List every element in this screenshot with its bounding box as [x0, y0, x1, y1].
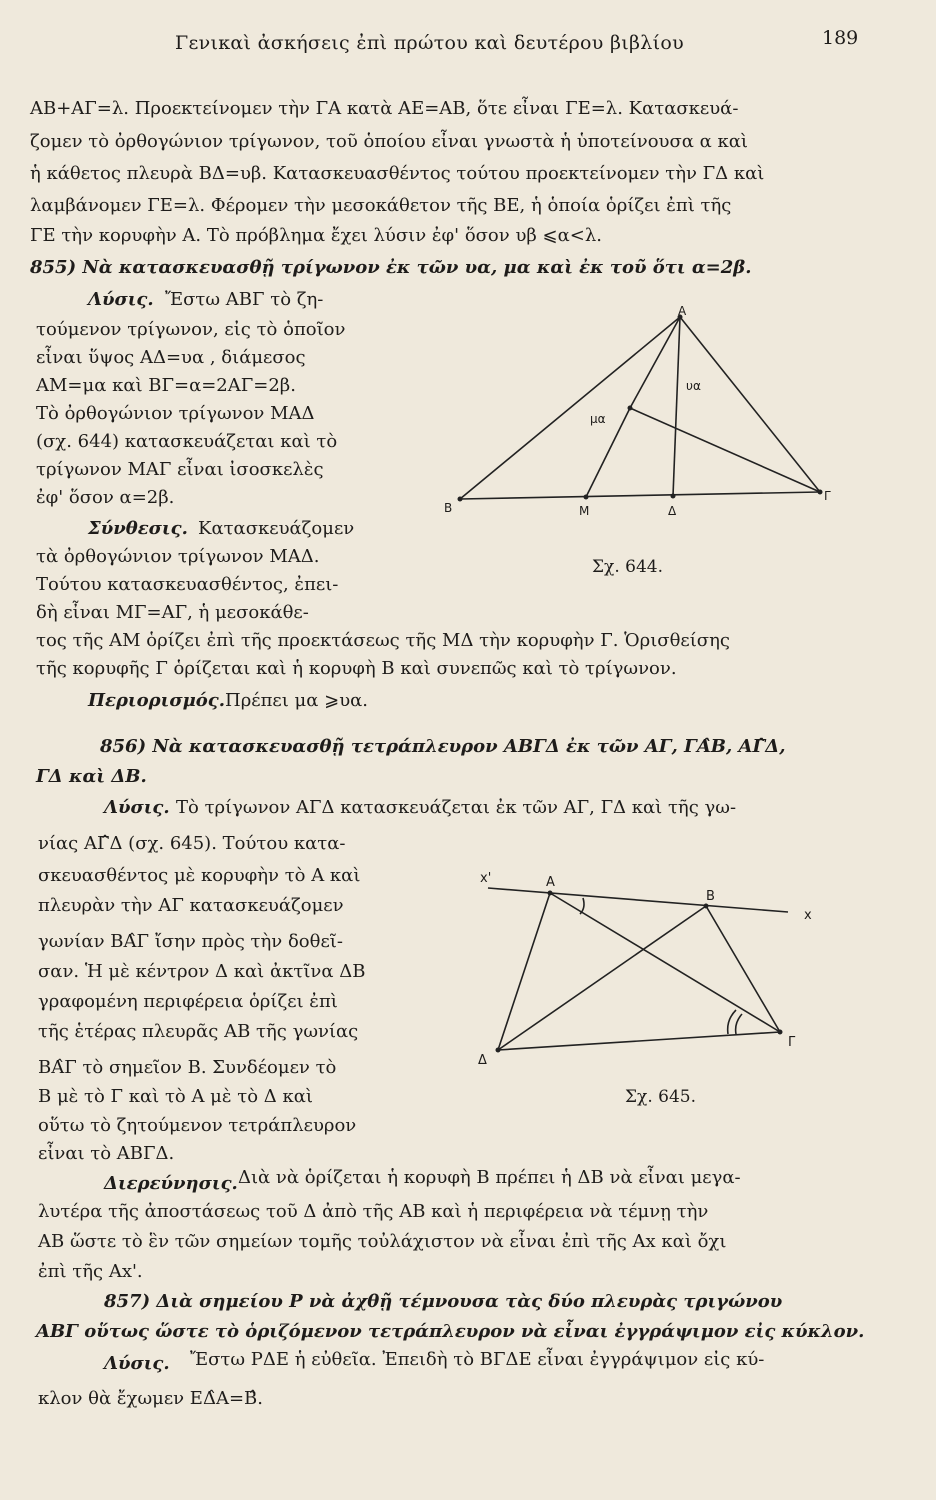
discussion-label: Διερεύνησις.: [104, 1173, 238, 1194]
lysis-label: Λύσις.: [88, 289, 154, 310]
line-xx: [488, 888, 788, 912]
point-m: [584, 495, 589, 500]
point-a: [548, 891, 553, 896]
intro-line: ΑΒ+ΑΓ=λ. Προεκτείνομεν τὴν ΓΑ κατὰ ΑΕ=ΑΒ, ὅτε εἶναι ΓΕ=λ. Κατασκευά-: [30, 98, 739, 119]
diagonal-ag: [550, 893, 780, 1032]
figure-644-caption: Σχ. 644.: [592, 557, 663, 577]
limit-label: Περιορισμός.: [88, 690, 225, 711]
text-line: Κατασκευάζομεν: [198, 518, 355, 539]
text-line: πλευρὰν τὴν ΑΓ κατασκευάζομεν: [38, 895, 344, 916]
intro-line: ΓΕ τὴν κορυφὴν Α. Τὸ πρόβλημα ἔχει λύσιν ἐφ' ὅσον υβ ⩽α<λ.: [30, 225, 602, 246]
side-ad: [498, 893, 550, 1050]
running-header: Γενικαὶ ἀσκήσεις ἐπὶ πρώτου καὶ δευτέρου βιβλίου: [175, 32, 684, 54]
text-line: λυτέρα τῆς ἀποστάσεως τοῦ Δ ἀπὸ τῆς ΑΒ καὶ ἡ περιφέρεια νὰ τέμνῃ τὴν: [38, 1201, 709, 1222]
text-line: κλον θὰ ἔχωμεν ΕΔ̂Α=Β̂.: [38, 1388, 263, 1409]
text-line: Τὸ τρίγωνον ΑΓΔ κατασκευάζεται ἐκ τῶν ΑΓ, ΓΔ καὶ τῆς γω-: [176, 797, 737, 818]
figure-645: [470, 862, 830, 1072]
text-line: ΑΒ ὥστε τὸ ἓν τῶν σημείων τομῆς τοὐλάχιστον νὰ εἶναι ἐπὶ τῆς Αx καὶ ὄχι: [38, 1231, 727, 1252]
text-line: τρίγωνον ΜΑΓ εἶναι ἰσοσκελὲς: [36, 459, 324, 480]
figure-644: [440, 300, 840, 525]
point-b: [704, 904, 709, 909]
label-b: B: [706, 889, 715, 904]
side-ag: [680, 317, 820, 492]
figure-645-caption: Σχ. 645.: [625, 1087, 696, 1107]
label-d: Δ: [478, 1053, 487, 1068]
side-dg: [498, 1032, 780, 1050]
point-d: [496, 1048, 501, 1053]
intro-line: ζομεν τὸ ὀρθογώνιον τρίγωνον, τοῦ ὁποίου εἶναι γνωστὰ ἡ ὑποτείνουσα α καὶ: [30, 131, 748, 152]
text-line: ΑΜ=μα καὶ ΒΓ=α=2ΑΓ=2β.: [36, 375, 296, 396]
lysis-label: Λύσις.: [104, 797, 170, 818]
text-line: τὰ ὀρθογώνιον τρίγωνον ΜΑΔ.: [36, 546, 320, 567]
label-g: Γ: [788, 1035, 796, 1050]
label-xp: x': [480, 871, 492, 886]
side-bg: [706, 906, 780, 1032]
text-line: οὕτω τὸ ζητούμενον τετράπλευρον: [38, 1115, 357, 1136]
intro-line: λαμβάνομεν ΓΕ=λ. Φέρομεν τὴν μεσοκάθετον τῆς ΒΕ, ἡ ὁποία ὁρίζει ἐπὶ τῆς: [30, 195, 732, 216]
text-line: Τούτου κατασκευασθέντος, ἐπει-: [36, 574, 339, 595]
label-b: B: [444, 501, 453, 515]
label-a: A: [546, 875, 555, 890]
text-line: Ἔστω ΡΔΕ ἡ εὐθεῖα. Ἐπειδὴ τὸ ΒΓΔΕ εἶναι ἐγγράψιμον εἰς κύ-: [190, 1349, 765, 1370]
text-line: Ἔστω ΑΒΓ τὸ ζη-: [165, 289, 324, 310]
page-number: 189: [822, 27, 859, 49]
intro-line: ἡ κάθετος πλευρὰ ΒΔ=υβ. Κατασκευασθέντος τούτου προεκτείνομεν τὴν ΓΔ καὶ: [30, 163, 765, 184]
text-line: Τὸ ὀρθογώνιον τρίγωνον ΜΑΔ: [36, 403, 315, 424]
perpendicular-bisector: [630, 408, 820, 492]
label-d: Δ: [668, 504, 677, 518]
text-line: νίας ΑΓ̂Δ (σχ. 645). Τούτου κατα-: [38, 833, 346, 854]
text-line: εἶναι τὸ ΑΒΓΔ.: [38, 1143, 175, 1164]
text-line: γραφομένη περιφέρεια ὁρίζει ἐπὶ: [38, 991, 338, 1012]
text-line: ἐπὶ τῆς Ax'.: [38, 1261, 143, 1282]
text-line: (σχ. 644) κατασκευάζεται καὶ τὸ: [36, 431, 338, 452]
text-line: Πρέπει μα ⩾υα.: [225, 690, 369, 711]
label-ua: υα: [686, 379, 701, 393]
point-midpoint: [628, 406, 633, 411]
text-line: ἐφ' ὅσον α=2β.: [36, 487, 175, 508]
exercise-857-title-cont: ΑΒΓ οὕτως ὥστε τὸ ὁριζόμενον τετράπλευρον νὰ εἶναι ἐγγράψιμον εἰς κύκλον.: [36, 1321, 865, 1342]
side-ab: [460, 317, 680, 499]
label-ma: μα: [590, 412, 606, 426]
lysis-label: Λύσις.: [104, 1353, 170, 1374]
diagonal-db: [498, 906, 706, 1050]
exercise-857-title: 857) Διὰ σημείου Ρ νὰ ἀχθῇ τέμνουσα τὰς δύο πλευρὰς τριγώνου: [104, 1291, 783, 1312]
text-line: τῆς ἑτέρας πλευρᾶς ΑΒ τῆς γωνίας: [38, 1021, 359, 1042]
exercise-855-title: 855) Νὰ κατασκευασθῇ τρίγωνον ἐκ τῶν υα, μα καὶ ἐκ τοῦ ὅτι α=2β.: [30, 257, 752, 278]
altitude-ad: [673, 317, 680, 496]
text-line: Β μὲ τὸ Γ καὶ τὸ Α μὲ τὸ Δ καὶ: [38, 1086, 313, 1107]
label-x: x: [804, 908, 812, 923]
label-a: A: [678, 304, 687, 318]
synthesis-label: Σύνθεσις.: [88, 518, 188, 539]
exercise-856-title: 856) Νὰ κατασκευασθῇ τετράπλευρον ΑΒΓΔ ἐκ τῶν ΑΓ, ΓΑ̂Β, ΑΓ̂Δ,: [100, 736, 786, 757]
label-m: M: [579, 504, 590, 518]
text-line: ΒΑ̂Γ τὸ σημεῖον Β. Συνδέομεν τὸ: [38, 1057, 337, 1078]
text-line: Διὰ νὰ ὁρίζεται ἡ κορυφὴ Β πρέπει ἡ ΔΒ νὰ εἶναι μεγα-: [238, 1167, 741, 1188]
text-line: σαν. Ἡ μὲ κέντρον Δ καὶ ἀκτῖνα ΔΒ: [38, 961, 366, 982]
side-bg: [460, 492, 820, 499]
label-g: Γ: [824, 489, 831, 503]
text-line: τούμενον τρίγωνον, εἰς τὸ ὁποῖον: [36, 319, 346, 340]
point-g: [778, 1030, 783, 1035]
point-d: [671, 494, 676, 499]
angle-mark-g-outer: [728, 1010, 736, 1034]
text-line: τῆς κορυφῆς Γ ὁρίζεται καὶ ἡ κορυφὴ Β καὶ συνεπῶς καὶ τὸ τρίγωνον.: [36, 658, 677, 679]
text-line: εἶναι ὕψος ΑΔ=υα , διάμεσος: [36, 347, 306, 368]
text-line: σκευασθέντος μὲ κορυφὴν τὸ Α καὶ: [38, 865, 361, 886]
angle-mark-g-inner: [736, 1014, 742, 1034]
point-b: [458, 497, 463, 502]
point-g: [818, 490, 823, 495]
exercise-856-title-cont: ΓΔ καὶ ΔΒ.: [36, 766, 147, 787]
text-line: δὴ εἶναι ΜΓ=ΑΓ, ἡ μεσοκάθε-: [36, 602, 309, 623]
text-line: τος τῆς ΑΜ ὁρίζει ἐπὶ τῆς προεκτάσεως τῆς ΜΔ τὴν κορυφὴν Γ. Ὁρισθείσης: [36, 630, 730, 651]
text-line: γωνίαν ΒΑ̂Γ ἴσην πρὸς τὴν δοθεῖ-: [38, 931, 343, 952]
median-am-upper: [630, 317, 680, 408]
